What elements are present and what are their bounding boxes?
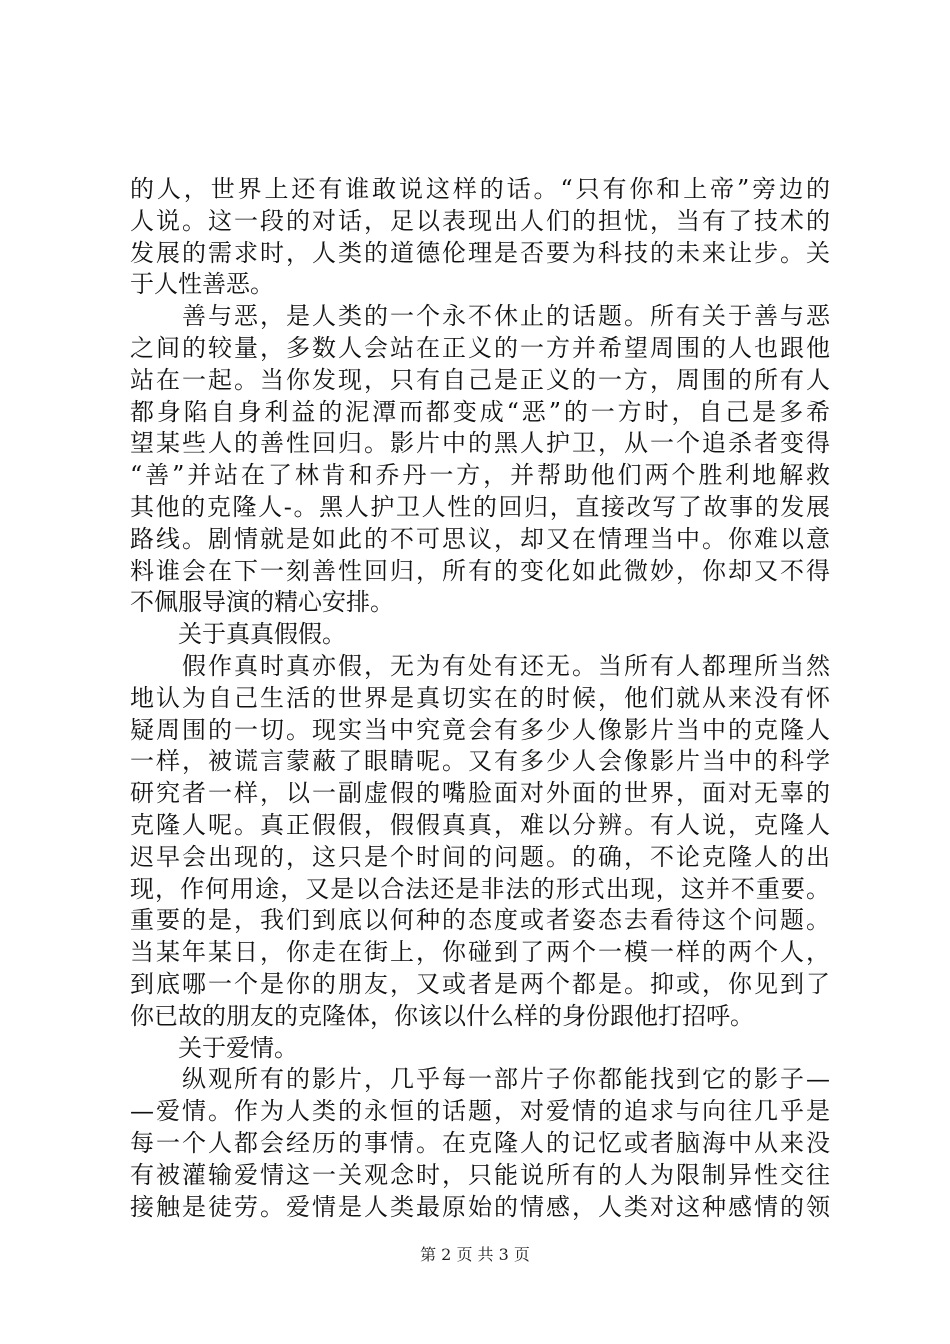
text-line: —爱情。作为人类的永恒的话题，对爱情的追求与向往几乎是 (130, 1097, 830, 1126)
text-line: 纵观所有的影片，几乎每一部片子你都能找到它的影子— (130, 1065, 830, 1094)
text-line: 假作真时真亦假，无为有处有还无。当所有人都理所当然 (130, 651, 830, 680)
text-line: 料谁会在下一刻善性回归，所有的变化如此微妙，你却又不得 (130, 556, 830, 585)
text-line: 善与恶，是人类的一个永不休止的话题。所有关于善与恶 (130, 302, 830, 331)
text-line: 发展的需求时，人类的道德伦理是否要为科技的未来让步。关 (130, 238, 830, 267)
text-line: 疑周围的一切。现实当中究竟会有多少人像影片当中的克隆人 (130, 715, 830, 744)
text-line: 迟早会出现的，这只是个时间的问题。的确，不论克隆人的出 (130, 842, 830, 871)
text-line: 不佩服导演的精心安排。 (130, 588, 394, 617)
body-text (130, 174, 830, 1223)
text-line: 站在一起。当你发现，只有自己是正义的一方，周围的所有人 (130, 365, 830, 394)
text-line: 每一个人都会经历的事情。在克隆人的记忆或者脑海中从来没 (130, 1128, 830, 1157)
text-line: 望某些人的善性回归。影片中的黑人护卫，从一个追杀者变得 (130, 429, 830, 458)
text-line: 有被灌输爱情这一关观念时，只能说所有的人为限制异性交往 (130, 1160, 830, 1189)
text-line: 其他的克隆人-。黑人护卫人性的回归，直接改写了故事的发展 (130, 492, 830, 521)
text-line: 都身陷自身利益的泥潭而都变成“恶”的一方时，自己是多希 (130, 397, 830, 426)
text-line: 的人，世界上还有谁敢说这样的话。“只有你和上帝”旁边的 (130, 175, 830, 203)
text-line: “善”并站在了林肯和乔丹一方，并帮助他们两个胜利地解救 (130, 461, 830, 490)
text-line: 人说。这一段的对话，足以表现出人们的担忧，当有了技术的 (130, 206, 830, 235)
text-line: 你已故的朋友的克隆体，你该以什么样的身份跟他打招呼。 (130, 1001, 754, 1030)
text-line: 于人性善恶。 (130, 270, 274, 299)
text-line: 接触是徒劳。爱情是人类最原始的情感，人类对这种感情的领 (130, 1192, 830, 1221)
text-line: 地认为自己生活的世界是真切实在的时候，他们就从来没有怀 (130, 683, 830, 712)
text-line: 现，作何用途，又是以合法还是非法的形式出现，这并不重要。 (130, 874, 830, 903)
text-line: 当某年某日，你走在街上，你碰到了两个一模一样的两个人， (130, 938, 830, 967)
text-line: 关于爱情。 (130, 1033, 298, 1062)
text-line: 到底哪一个是你的朋友，又或者是两个都是。抑或，你见到了 (130, 969, 830, 998)
page-footer: 第 2 页 共 3 页 (420, 1245, 530, 1264)
text-line: 路线。剧情就是如此的不可思议，却又在情理当中。你难以意 (130, 524, 830, 553)
text-line: 克隆人呢。真正假假，假假真真，难以分辨。有人说，克隆人 (130, 810, 830, 839)
text-line: 关于真真假假。 (130, 620, 346, 649)
text-line: 之间的较量，多数人会站在正义的一方并希望周围的人也跟他 (130, 333, 830, 362)
text-line: 研究者一样，以一副虚假的嘴脸面对外面的世界，面对无辜的 (130, 779, 830, 808)
text-line: 重要的是，我们到底以何种的态度或者姿态去看待这个问题。 (130, 906, 830, 935)
text-line: 一样，被谎言蒙蔽了眼睛呢。又有多少人会像影片当中的科学 (130, 747, 830, 776)
